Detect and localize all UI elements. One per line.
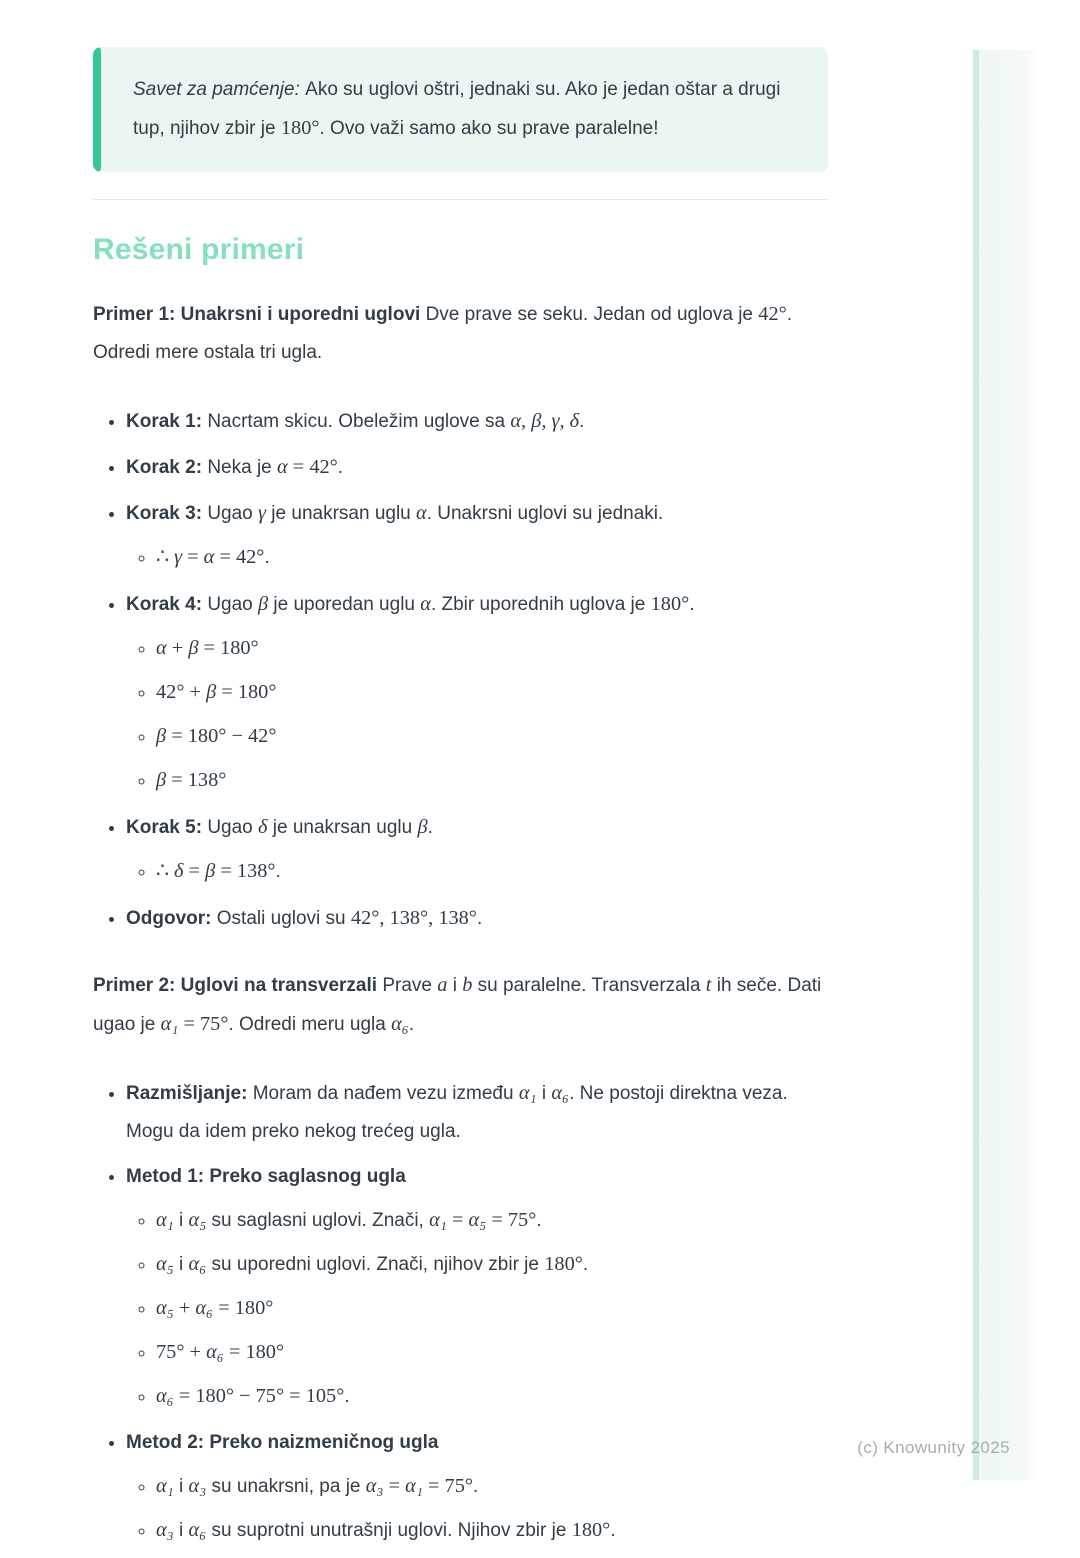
text-segment: Ugao — [207, 503, 259, 524]
page-edge-highlight — [973, 50, 1035, 1480]
formula-item — [156, 629, 828, 668]
text-segment: = — [183, 860, 206, 882]
formula-item — [156, 852, 828, 891]
section-heading: Rešeni primeri — [93, 233, 305, 266]
text-segment: = 180° − 42° — [166, 725, 277, 747]
list-item — [126, 808, 828, 891]
text-segment: 180° — [571, 1519, 611, 1541]
text-segment: α₅ — [188, 1209, 207, 1231]
list-item — [126, 585, 828, 800]
text-segment: t — [705, 974, 712, 996]
text-segment: Korak 3: — [126, 503, 208, 524]
text-segment: β — [206, 681, 217, 703]
text-segment: δ — [174, 860, 184, 882]
text-segment: Savet za pamćenje: — [133, 79, 306, 100]
formula-item — [156, 538, 828, 577]
text-segment: . — [275, 861, 281, 882]
formula-item — [156, 1245, 828, 1284]
text-segment: ih seče. Dati ugao je — [93, 975, 822, 1035]
text-segment: Ugao — [207, 594, 259, 615]
text-segment: su suprotni unutrašnji uglovi. Njihov zbir je — [206, 1520, 572, 1541]
text-segment: . — [473, 1476, 479, 1497]
text-segment: . Unakrsni uglovi su jednaki. — [426, 503, 664, 524]
text-segment: . — [427, 817, 433, 838]
text-segment: β — [205, 860, 216, 882]
text-segment: . — [582, 1254, 589, 1275]
text-segment: Primer 1: Unakrsni i uporedni uglovi — [93, 304, 426, 325]
text-segment: γ — [258, 502, 267, 524]
formula-item — [156, 717, 828, 756]
text-segment: su paralelne. Transverzala — [472, 975, 706, 996]
text-segment: Prave — [382, 975, 438, 996]
text-segment: α — [277, 456, 288, 478]
text-segment: 42° — [758, 303, 787, 325]
text-segment: α — [420, 593, 431, 615]
text-segment: Korak 2: — [126, 457, 208, 478]
text-segment: . — [579, 411, 585, 432]
text-segment: je uporedan uglu — [268, 594, 421, 615]
text-segment: Moram da nađem vezu između — [252, 1083, 519, 1104]
text-segment: i — [173, 1520, 189, 1541]
text-segment: ∴ — [156, 860, 175, 882]
formula-item — [156, 761, 828, 800]
sub-list — [126, 629, 828, 800]
text-segment: i — [536, 1083, 552, 1104]
text-segment: = 42° — [287, 456, 338, 478]
text-segment: α₁ — [160, 1013, 179, 1035]
text-segment: = 138° — [166, 769, 227, 791]
primer2-steps-list — [93, 1074, 828, 1550]
text-segment: α₆ — [206, 1341, 224, 1363]
text-segment: α₁ — [429, 1209, 447, 1231]
text-segment: α₁ — [405, 1475, 423, 1497]
text-segment: α₅ — [468, 1209, 487, 1231]
list-item — [126, 1074, 828, 1151]
list-item — [126, 402, 828, 441]
text-segment: α — [203, 546, 215, 568]
text-segment: i — [173, 1210, 189, 1231]
text-segment: = 138° — [215, 860, 276, 882]
text-segment: 42°, 138°, 138° — [350, 907, 477, 929]
list-item-text — [126, 503, 663, 524]
text-segment: α₆ — [156, 1385, 174, 1407]
text-segment: 180° — [544, 1253, 583, 1275]
text-segment: = 180° − 75° = 105° — [173, 1385, 345, 1407]
text-segment: . — [689, 594, 695, 615]
text-segment: . — [344, 1386, 350, 1407]
formula-item — [156, 673, 828, 712]
text-segment: je unakrsan uglu — [266, 503, 417, 524]
text-segment: α₆ — [195, 1297, 214, 1319]
text-segment: α₃ — [188, 1475, 207, 1497]
text-segment: Nacrtam skicu. Obeležim uglove sa — [207, 411, 511, 432]
text-segment: Ugao — [207, 817, 259, 838]
tip-callout-text — [133, 71, 792, 148]
text-segment: i — [173, 1254, 189, 1275]
document-content — [93, 47, 828, 1558]
sub-list — [126, 538, 828, 577]
text-segment: α₆ — [551, 1082, 570, 1104]
text-segment: Dve prave se seku. Jedan od uglova je — [425, 304, 759, 325]
text-segment: su uporedni uglovi. Znači, njihov zbir je — [206, 1254, 545, 1275]
tip-callout — [93, 47, 828, 172]
text-segment: a — [437, 974, 448, 996]
text-segment: + — [166, 637, 189, 659]
text-segment: 180° — [280, 117, 320, 139]
text-segment: Odgovor: — [126, 908, 217, 929]
text-segment: 180° — [650, 593, 690, 615]
text-segment: + — [173, 1297, 196, 1319]
list-item — [126, 1424, 828, 1550]
primer2-intro — [93, 966, 828, 1044]
text-segment: Korak 5: — [126, 817, 208, 838]
text-segment: . Ovo važi samo ako su prave paralelne! — [319, 118, 659, 139]
text-segment: . Ne postoji direktna veza. Mogu da idem preko nekog trećeg ugla. — [126, 1083, 788, 1142]
text-segment: je unakrsan uglu — [267, 817, 418, 838]
text-segment: α, β, γ, δ — [510, 410, 580, 432]
text-segment: = 180° — [216, 681, 277, 703]
text-segment: b — [462, 974, 473, 996]
text-segment: = — [383, 1475, 406, 1497]
list-item — [126, 1158, 828, 1416]
list-item — [126, 494, 828, 577]
text-segment: = — [446, 1209, 469, 1231]
text-segment: su saglasni uglovi. Znači, — [206, 1210, 430, 1231]
text-segment: α₁ — [156, 1209, 174, 1231]
text-segment: Korak 4: — [126, 594, 208, 615]
text-segment: = 75° — [422, 1475, 473, 1497]
primer1-intro — [93, 295, 828, 372]
text-segment: Korak 1: — [126, 411, 208, 432]
text-segment: α₃ — [365, 1475, 384, 1497]
text-segment: su unakrsni, pa je — [206, 1476, 366, 1497]
text-segment: = 75° — [486, 1209, 537, 1231]
text-segment: Ako su uglovi oštri, jednaki su. Ako je jedan oštar a drugi tup, njihov zbir je — [133, 79, 781, 139]
text-segment: . Zbir uporednih uglova je — [430, 594, 651, 615]
text-segment: . — [476, 908, 483, 929]
text-segment: α₆ — [391, 1013, 409, 1035]
text-segment: δ — [258, 816, 268, 838]
text-segment: = — [182, 546, 204, 568]
text-segment: = 180° — [223, 1341, 285, 1363]
list-item-text — [126, 594, 695, 615]
text-segment: . Odredi meru ugla — [228, 1014, 392, 1035]
text-segment: α₃ — [156, 1519, 174, 1541]
page-edge-highlight-line — [973, 50, 979, 1480]
list-item-text — [126, 1432, 439, 1453]
text-segment: β — [156, 769, 167, 791]
list-item-text — [126, 817, 433, 838]
text-segment: . — [536, 1210, 542, 1231]
text-segment: Metod 1: Preko saglasnog ugla — [126, 1166, 406, 1187]
formula-item — [156, 1377, 828, 1416]
text-segment: . — [264, 547, 270, 568]
text-segment: i — [173, 1476, 189, 1497]
text-segment: α₁ — [518, 1082, 537, 1104]
text-segment: . — [408, 1014, 415, 1035]
list-item-text — [126, 1166, 406, 1187]
section-divider — [93, 199, 828, 200]
text-segment: = 42° — [214, 546, 265, 568]
sub-list — [126, 1467, 828, 1550]
text-segment: Primer 2: Uglovi na transverzali — [93, 975, 383, 996]
text-segment: α₁ — [156, 1475, 174, 1497]
primer1-steps-list — [93, 402, 828, 938]
text-segment: β — [417, 816, 428, 838]
text-segment: = 180° — [198, 637, 259, 659]
text-segment: Ostali uglovi su — [216, 908, 351, 929]
copyright-note: (c) Knowunity 2025 — [857, 1438, 1010, 1457]
text-segment: . — [337, 457, 344, 478]
text-segment: Neka je — [207, 457, 278, 478]
text-segment: Metod 2: Preko naizmeničnog ugla — [126, 1432, 439, 1453]
formula-item — [156, 1201, 828, 1240]
text-segment: β — [156, 725, 167, 747]
sub-list — [126, 852, 828, 891]
text-segment: 75° + — [156, 1341, 207, 1363]
text-segment: i — [447, 975, 463, 996]
list-item — [126, 899, 828, 938]
sub-list — [126, 1201, 828, 1416]
text-segment: Razmišljanje: — [126, 1083, 253, 1104]
formula-item — [156, 1511, 828, 1550]
text-segment: ∴ — [156, 546, 175, 568]
text-segment: . — [610, 1520, 616, 1541]
text-segment: 42° + — [156, 681, 207, 703]
text-segment: β — [258, 593, 269, 615]
text-segment: α₆ — [188, 1253, 207, 1275]
formula-item — [156, 1289, 828, 1328]
text-segment: α₆ — [188, 1519, 207, 1541]
text-segment: = 180° — [213, 1297, 274, 1319]
text-segment: γ — [174, 546, 183, 568]
callout-accent-bar — [93, 47, 101, 172]
list-item — [126, 448, 828, 487]
formula-item — [156, 1467, 828, 1506]
text-segment: . Odredi mere ostala tri ugla. — [93, 304, 793, 363]
text-segment: α₅ — [156, 1297, 174, 1319]
formula-item — [156, 1333, 828, 1372]
text-segment: α₅ — [156, 1253, 174, 1275]
text-segment: α — [416, 502, 427, 524]
text-segment: β — [188, 637, 199, 659]
text-segment: α — [156, 637, 167, 659]
text-segment: = 75° — [178, 1013, 229, 1035]
